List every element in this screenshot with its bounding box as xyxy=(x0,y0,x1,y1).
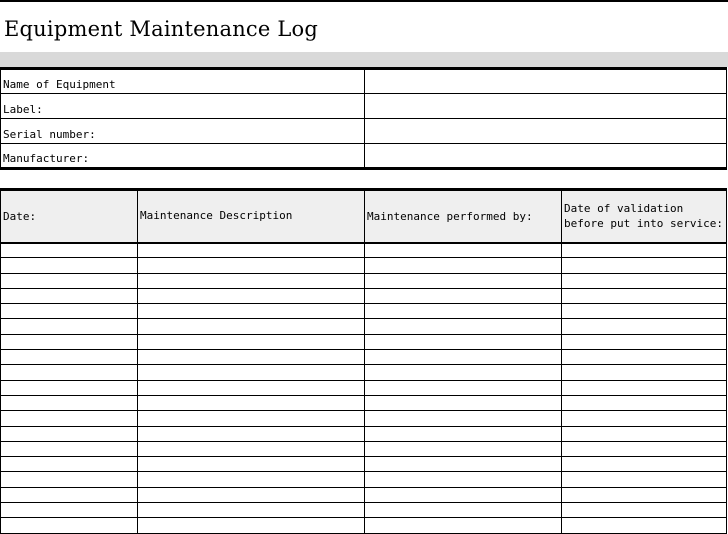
cell-description[interactable] xyxy=(138,350,365,365)
cell-date[interactable] xyxy=(1,518,138,533)
cell-validation-date[interactable] xyxy=(562,243,727,258)
table-row xyxy=(1,487,727,502)
header-performed-by: Maintenance performed by: xyxy=(365,190,562,243)
cell-performed-by[interactable] xyxy=(365,503,562,518)
header-validation-date: Date of validation before put into service: xyxy=(562,190,727,243)
info-value-serial[interactable] xyxy=(365,119,727,144)
cell-description[interactable] xyxy=(138,243,365,258)
cell-performed-by[interactable] xyxy=(365,518,562,533)
cell-performed-by[interactable] xyxy=(365,472,562,487)
table-row xyxy=(1,243,727,258)
cell-validation-date[interactable] xyxy=(562,411,727,426)
cell-description[interactable] xyxy=(138,395,365,410)
cell-date[interactable] xyxy=(1,365,138,380)
cell-validation-date[interactable] xyxy=(562,457,727,472)
cell-description[interactable] xyxy=(138,304,365,319)
cell-date[interactable] xyxy=(1,350,138,365)
table-row xyxy=(1,411,727,426)
table-row xyxy=(1,304,727,319)
table-row xyxy=(1,288,727,303)
cell-description[interactable] xyxy=(138,426,365,441)
cell-performed-by[interactable] xyxy=(365,411,562,426)
top-rule xyxy=(0,0,728,2)
cell-description[interactable] xyxy=(138,472,365,487)
cell-performed-by[interactable] xyxy=(365,487,562,502)
info-row-manufacturer xyxy=(1,144,727,169)
cell-validation-date[interactable] xyxy=(562,365,727,380)
cell-description[interactable] xyxy=(138,365,365,380)
cell-validation-date[interactable] xyxy=(562,273,727,288)
table-row xyxy=(1,380,727,395)
cell-date[interactable] xyxy=(1,411,138,426)
cell-performed-by[interactable] xyxy=(365,395,562,410)
cell-date[interactable] xyxy=(1,395,138,410)
cell-performed-by[interactable] xyxy=(365,457,562,472)
cell-description[interactable] xyxy=(138,487,365,502)
cell-performed-by[interactable] xyxy=(365,441,562,456)
cell-description[interactable] xyxy=(138,380,365,395)
cell-date[interactable] xyxy=(1,304,138,319)
cell-validation-date[interactable] xyxy=(562,380,727,395)
cell-description[interactable] xyxy=(138,441,365,456)
cell-date[interactable] xyxy=(1,380,138,395)
maintenance-log-table xyxy=(0,188,727,534)
info-value-name[interactable] xyxy=(365,69,727,94)
table-row xyxy=(1,395,727,410)
table-row xyxy=(1,334,727,349)
cell-validation-date[interactable] xyxy=(562,487,727,502)
cell-description[interactable] xyxy=(138,273,365,288)
info-label-label: Label: xyxy=(1,94,365,119)
info-label-name: Name of Equipment xyxy=(1,69,365,94)
info-row-serial xyxy=(1,119,727,144)
table-row xyxy=(1,273,727,288)
cell-description[interactable] xyxy=(138,503,365,518)
cell-validation-date[interactable] xyxy=(562,304,727,319)
cell-performed-by[interactable] xyxy=(365,258,562,273)
info-row-label xyxy=(1,94,727,119)
page-title: Equipment Maintenance Log xyxy=(4,17,319,41)
cell-validation-date[interactable] xyxy=(562,395,727,410)
cell-date[interactable] xyxy=(1,426,138,441)
cell-date[interactable] xyxy=(1,273,138,288)
table-row xyxy=(1,441,727,456)
table-row xyxy=(1,350,727,365)
cell-description[interactable] xyxy=(138,457,365,472)
cell-performed-by[interactable] xyxy=(365,365,562,380)
cell-date[interactable] xyxy=(1,441,138,456)
cell-description[interactable] xyxy=(138,319,365,334)
cell-description[interactable] xyxy=(138,288,365,303)
cell-description[interactable] xyxy=(138,518,365,533)
info-row-name xyxy=(1,69,727,94)
table-row xyxy=(1,457,727,472)
cell-performed-by[interactable] xyxy=(365,273,562,288)
info-label-manufacturer: Manufacturer: xyxy=(1,144,365,169)
cell-performed-by[interactable] xyxy=(365,304,562,319)
cell-validation-date[interactable] xyxy=(562,288,727,303)
cell-date[interactable] xyxy=(1,503,138,518)
cell-description[interactable] xyxy=(138,411,365,426)
table-row xyxy=(1,472,727,487)
info-value-manufacturer[interactable] xyxy=(365,144,727,169)
cell-date[interactable] xyxy=(1,472,138,487)
cell-validation-date[interactable] xyxy=(562,334,727,349)
cell-description[interactable] xyxy=(138,258,365,273)
table-row xyxy=(1,319,727,334)
table-row xyxy=(1,426,727,441)
cell-validation-date[interactable] xyxy=(562,426,727,441)
log-body xyxy=(1,243,727,534)
cell-performed-by[interactable] xyxy=(365,319,562,334)
cell-validation-date[interactable] xyxy=(562,441,727,456)
info-label-serial: Serial number: xyxy=(1,119,365,144)
info-value-label[interactable] xyxy=(365,94,727,119)
cell-validation-date[interactable] xyxy=(562,319,727,334)
cell-performed-by[interactable] xyxy=(365,380,562,395)
header-band xyxy=(0,52,728,67)
cell-validation-date[interactable] xyxy=(562,503,727,518)
equipment-info-table xyxy=(0,67,727,170)
cell-performed-by[interactable] xyxy=(365,243,562,258)
cell-performed-by[interactable] xyxy=(365,334,562,349)
cell-performed-by[interactable] xyxy=(365,426,562,441)
table-row xyxy=(1,503,727,518)
cell-date[interactable] xyxy=(1,258,138,273)
cell-date[interactable] xyxy=(1,288,138,303)
cell-performed-by[interactable] xyxy=(365,350,562,365)
cell-validation-date[interactable] xyxy=(562,472,727,487)
log-header-row xyxy=(1,190,727,243)
cell-description[interactable] xyxy=(138,334,365,349)
cell-validation-date[interactable] xyxy=(562,350,727,365)
cell-date[interactable] xyxy=(1,243,138,258)
cell-date[interactable] xyxy=(1,457,138,472)
cell-date[interactable] xyxy=(1,334,138,349)
header-date: Date: xyxy=(1,190,138,243)
table-row xyxy=(1,258,727,273)
cell-validation-date[interactable] xyxy=(562,258,727,273)
header-description: Maintenance Description xyxy=(138,190,365,243)
table-row xyxy=(1,518,727,533)
cell-date[interactable] xyxy=(1,319,138,334)
cell-validation-date[interactable] xyxy=(562,518,727,533)
cell-performed-by[interactable] xyxy=(365,288,562,303)
table-row xyxy=(1,365,727,380)
cell-date[interactable] xyxy=(1,487,138,502)
